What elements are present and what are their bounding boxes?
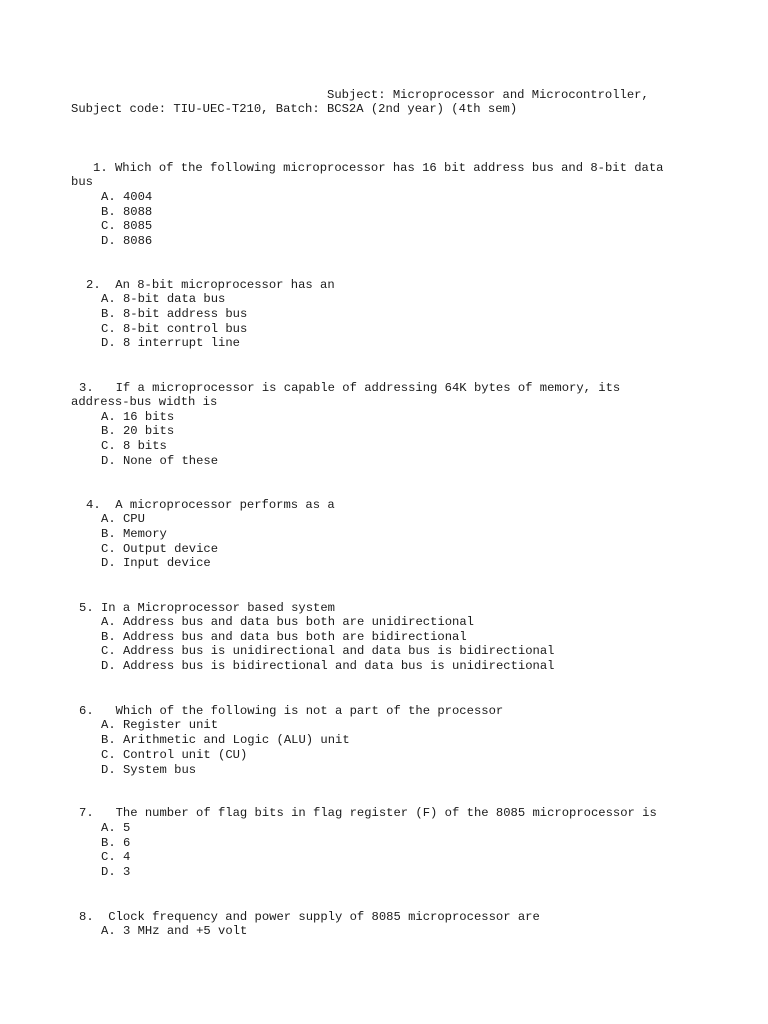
- question-1-text: 1. Which of the following microprocessor has 16 bit address bus and 8-bit data: [93, 161, 664, 175]
- question-7-option-c: C. 4: [101, 850, 131, 864]
- question-1-text-cont: bus: [71, 175, 93, 189]
- subject-code-line: Subject code: TIU-UEC-T210, Batch: BCS2A (2nd year) (4th sem): [71, 102, 518, 116]
- question-4-text: 4. A microprocessor performs as a: [86, 498, 335, 512]
- question-5-option-c: C. Address bus is unidirectional and data bus is bidirectional: [101, 644, 555, 658]
- question-7-option-b: B. 6: [101, 836, 131, 850]
- question-7-text: 7. The number of flag bits in flag register (F) of the 8085 microprocessor is: [79, 806, 657, 820]
- question-4-option-d: D. Input device: [101, 556, 211, 570]
- question-7-option-d: D. 3: [101, 865, 131, 879]
- question-6-option-c: C. Control unit (CU): [101, 748, 248, 762]
- question-6-option-b: B. Arithmetic and Logic (ALU) unit: [101, 733, 350, 747]
- question-2-option-d: D. 8 interrupt line: [101, 336, 240, 350]
- question-3-option-a: A. 16 bits: [101, 410, 175, 424]
- question-6-option-d: D. System bus: [101, 763, 197, 777]
- question-4-option-a: A. CPU: [101, 512, 145, 526]
- question-1-option-a: A. 4004: [101, 190, 153, 204]
- question-2-option-a: A. 8-bit data bus: [101, 292, 226, 306]
- question-3-option-b: B. 20 bits: [101, 424, 175, 438]
- question-8-option-a: A. 3 MHz and +5 volt: [101, 924, 248, 938]
- question-3-option-c: C. 8 bits: [101, 439, 167, 453]
- question-5-option-b: B. Address bus and data bus both are bidirectional: [101, 630, 467, 644]
- question-8-text: 8. Clock frequency and power supply of 8085 microprocessor are: [79, 910, 540, 924]
- question-2-option-b: B. 8-bit address bus: [101, 307, 248, 321]
- question-3-option-d: D. None of these: [101, 454, 219, 468]
- question-7-option-a: A. 5: [101, 821, 131, 835]
- question-6-option-a: A. Register unit: [101, 718, 219, 732]
- question-1-option-b: B. 8088: [101, 205, 153, 219]
- question-1-option-c: C. 8085: [101, 219, 153, 233]
- subject-title: Subject: Microprocessor and Microcontroller,: [327, 88, 649, 102]
- question-3-text-cont: address-bus width is: [71, 395, 218, 409]
- question-2-text: 2. An 8-bit microprocessor has an: [86, 278, 335, 292]
- question-5-option-a: A. Address bus and data bus both are unidirectional: [101, 615, 474, 629]
- question-4-option-b: B. Memory: [101, 527, 167, 541]
- question-5-text: 5. In a Microprocessor based system: [79, 601, 335, 615]
- question-1-option-d: D. 8086: [101, 234, 153, 248]
- question-3-text: 3. If a microprocessor is capable of addressing 64K bytes of memory, its: [79, 381, 621, 395]
- question-6-text: 6. Which of the following is not a part of the processor: [79, 704, 504, 718]
- question-5-option-d: D. Address bus is bidirectional and data bus is unidirectional: [101, 659, 555, 673]
- question-2-option-c: C. 8-bit control bus: [101, 322, 248, 336]
- question-4-option-c: C. Output device: [101, 542, 219, 556]
